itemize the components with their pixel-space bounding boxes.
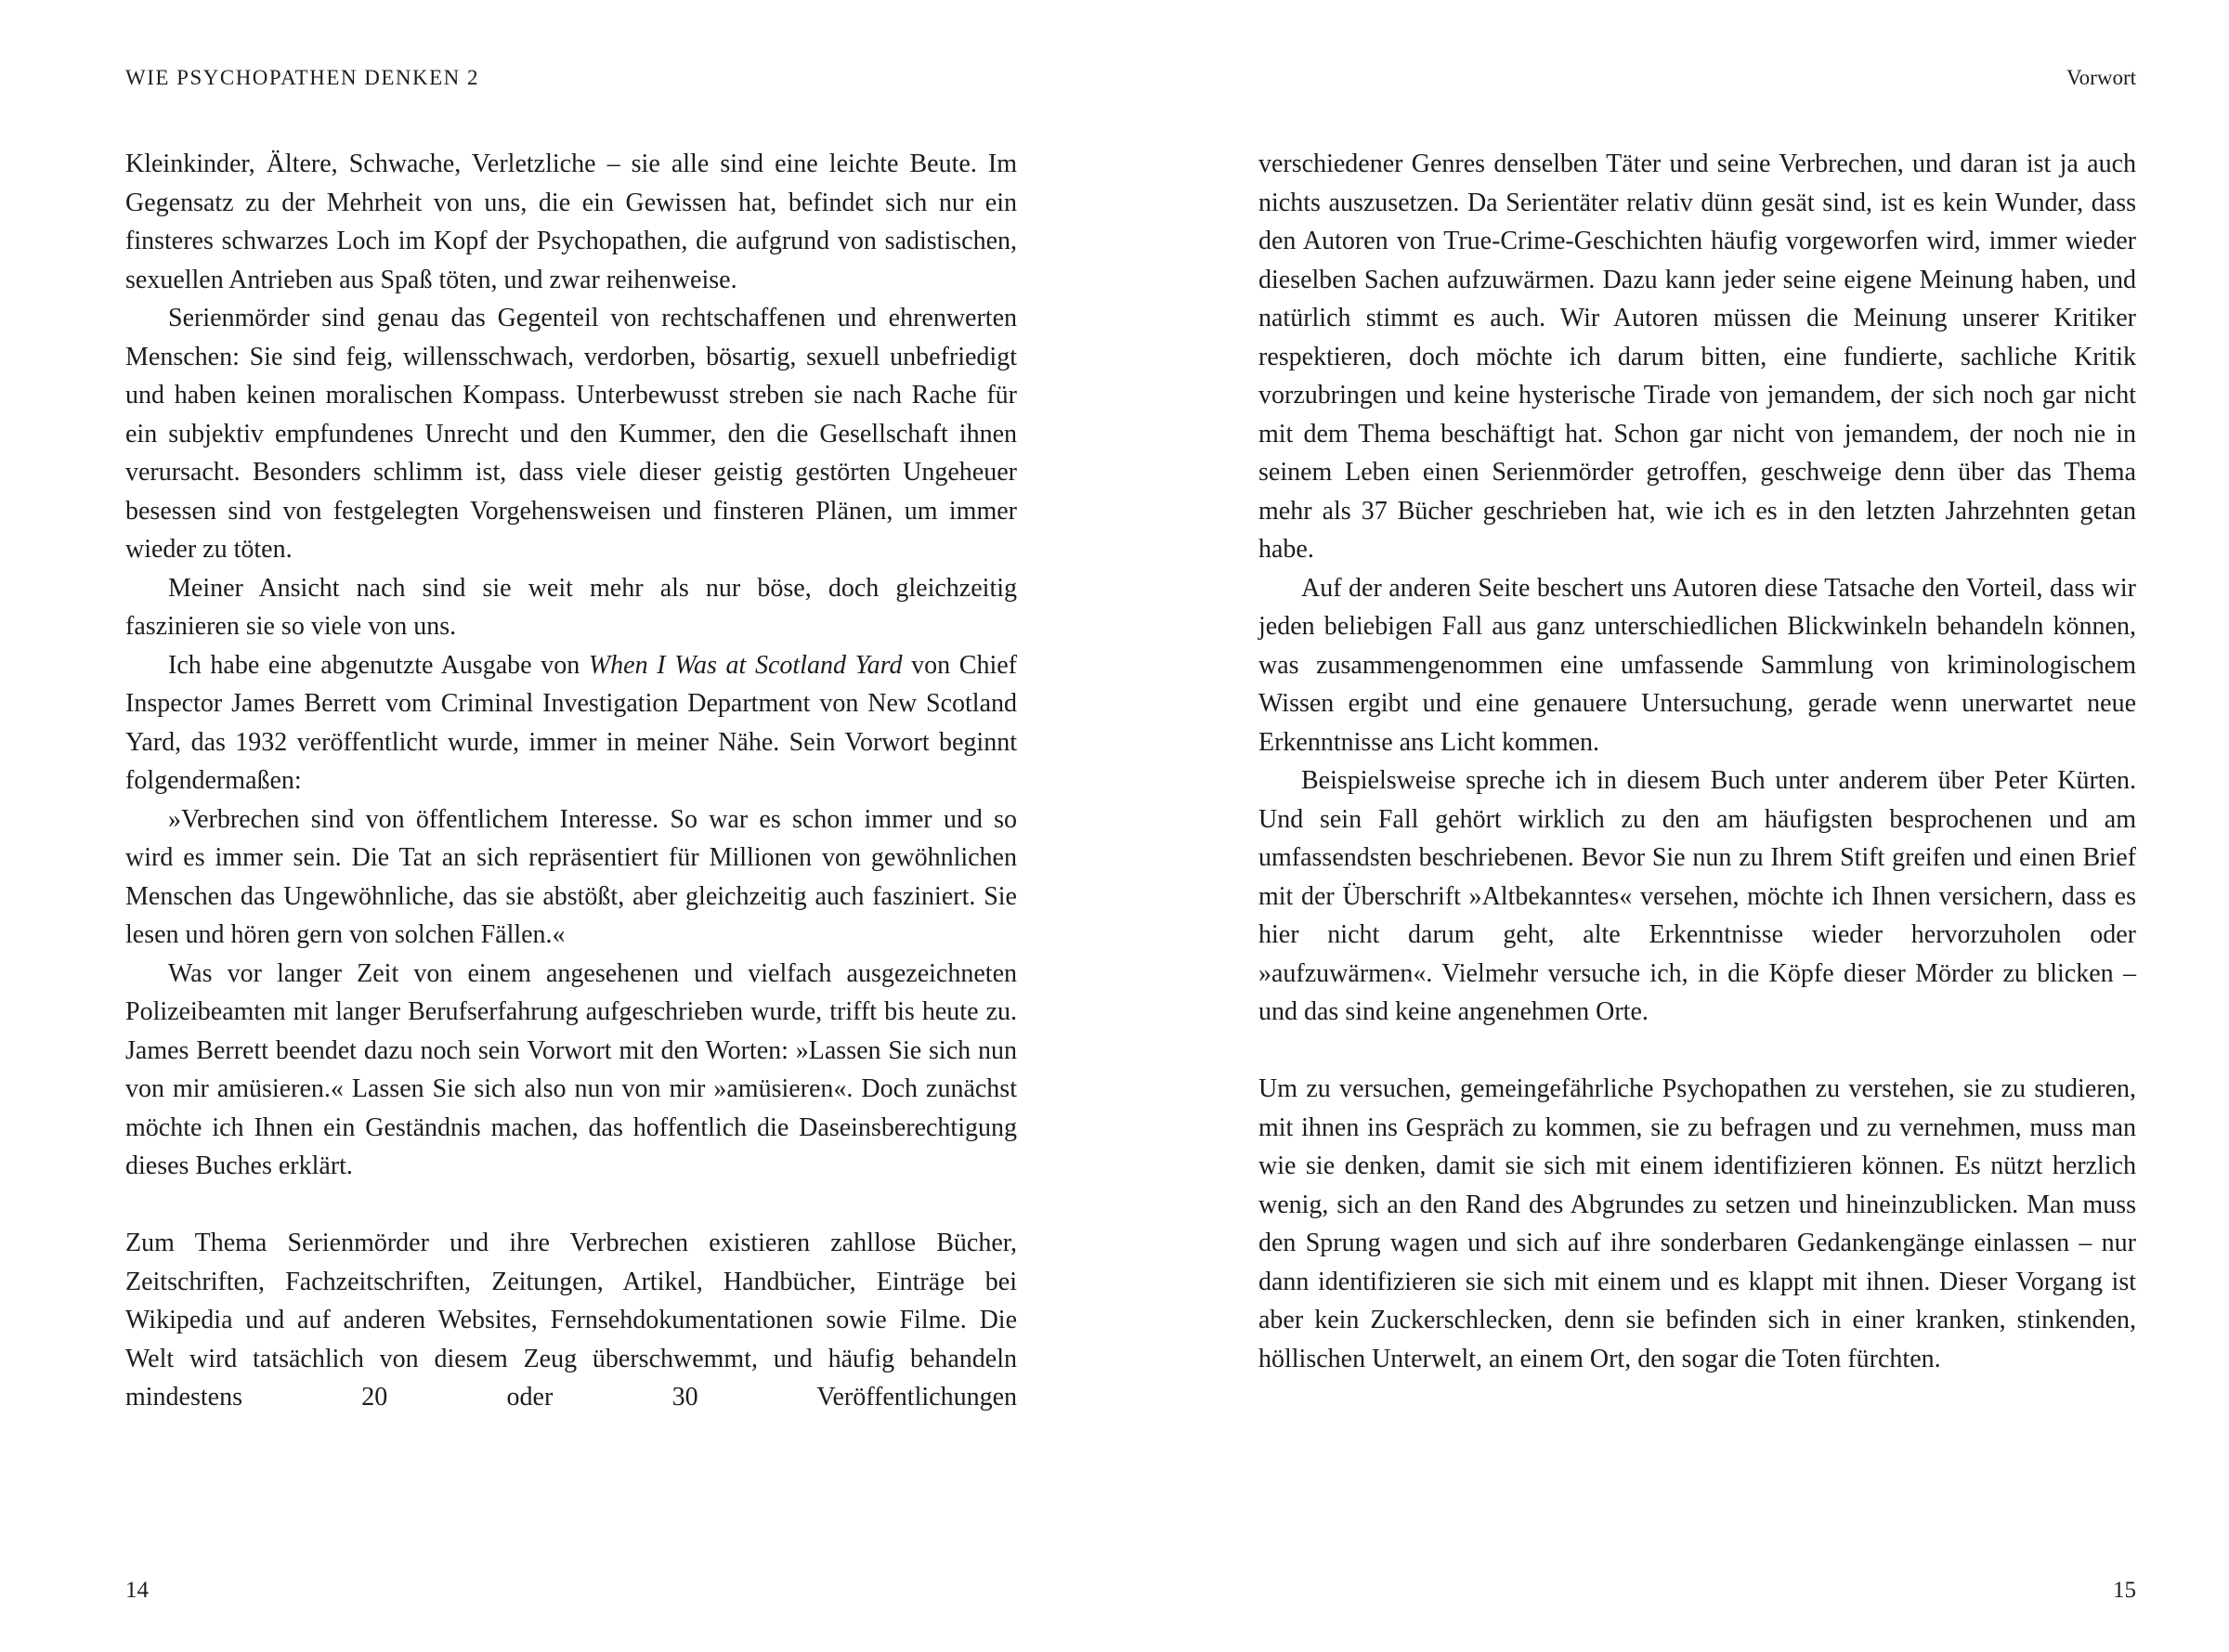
- paragraph: Meiner Ansicht nach sind sie weit mehr als nur böse, doch gleichzeitig faszinieren sie so viele von uns.: [125, 573, 1017, 641]
- body-text-left: [125, 145, 1017, 1417]
- paragraph: Was vor langer Zeit von einem angesehenen und vielfach ausgezeichneten Polizeibeamten mit langer Berufserfahrung aufgeschrieben wurde, trifft bis heute zu. James Berrett beendet dazu noch sein Vorwort mit den Worten: »Lassen Sie sich nun von mir amüsieren.« Lassen Sie sich also nun von mir »amüsieren«. Doch zunächst möchte ich Ihnen ein Geständnis machen, das hoffentlich die Daseinsberechtigung dieses Buches erklärt.: [125, 958, 1017, 1180]
- page-number-left: 14: [125, 1578, 149, 1603]
- page-left: [0, 0, 1114, 1652]
- running-header-right: Vorwort: [2066, 66, 2136, 89]
- paragraph: Um zu versuchen, gemeingefährliche Psychopathen zu verstehen, sie zu studieren, mit ihnen ins Gespräch zu kommen, sie zu befragen und zu vernehmen, muss man wie sie denken, damit sie sich mit einem identifizieren können. Es nützt herzlich wenig, sich an den Rand des Abgrundes zu setzen und hineinzublicken. Man muss den Sprung wagen und sich auf ihre sonderbaren Gedankengänge einlassen – nur dann identifizieren sie sich mit einem und es klappt mit ihnen. Dieser Vorgang ist aber kein Zuckerschlecken, denn sie befinden sich in einer kranken, stinkenden, höllischen Unterwelt, an einem Ort, den sogar die Toten fürchten.: [1258, 1074, 2136, 1373]
- paragraph: [125, 646, 1017, 800]
- paragraph: Auf der anderen Seite beschert uns Autoren diese Tatsache den Vorteil, dass wir jeden beliebigen Fall aus ganz unterschiedlichen Blickwinkeln behandeln können, was zusammengenommen eine umfassende Sammlung von kriminologischem Wissen ergibt und eine genauere Untersuchung, gerade wenn unerwartet neue Erkenntnisse ans Licht kommen.: [1258, 573, 2136, 757]
- paragraph: Kleinkinder, Ältere, Schwache, Verletzliche – sie alle sind eine leichte Beute. Im Gegensatz zu der Mehrheit von uns, die ein Gewissen hat, befindet sich nur ein finsteres schwarzes Loch im Kopf der Psychopathen, die aufgrund von sadistischen, sexuellen Antrieben aus Spaß töten, und zwar reihenweise.: [125, 150, 1017, 294]
- body-text-right: [1258, 145, 2136, 1378]
- paragraph-text: von Chief Inspector James Berrett vom Criminal Investigation Department von New Scotland Yard, das 1932 veröffentlicht wurde, immer in meiner Nähe. Sein Vorwort beginnt folgendermaßen:: [125, 650, 1017, 795]
- page-number-right: 15: [2113, 1578, 2136, 1603]
- paragraph-text: Ich habe eine abgenutzte Ausgabe von: [168, 650, 589, 680]
- paragraph-quote: »Verbrechen sind von öffentlichem Interesse. So war es schon immer und so wird es immer sein. Die Tat an sich repräsentiert für Millionen von gewöhnlichen Menschen das Ungewöhnliche, das sie abstößt, aber gleichzeitig auch fasziniert. Sie lesen und hören gern von solchen Fällen.«: [125, 804, 1017, 949]
- paragraph: Zum Thema Serienmörder und ihre Verbrechen existieren zahllose Bücher, Zeitschriften, Fachzeitschriften, Zeitungen, Artikel, Handbücher, Einträge bei Wikipedia und auf anderen Websites, Fernsehdokumentationen sowie Filme. Die Welt wird tatsächlich von diesem Zeug überschwemmt, und häufig behandeln mindestens 20 oder 30 Veröffentlichungen: [125, 1229, 1017, 1411]
- paragraph: Serienmörder sind genau das Gegenteil von rechtschaffenen und ehrenwerten Menschen: Sie sind feig, willensschwach, verdorben, bösartig, sexuell unbefriedigt und haben keinen moralischen Kompass. Unterbewusst streben sie nach Rache für ein subjektiv empfundenes Unrecht und den Kummer, den die Gesellschaft ihnen verursacht. Besonders schlimm ist, dass viele dieser geistig gestörten Ungeheuer besessen sind von festgelegten Vorgehensweisen und finsteren Plänen, um immer wieder zu töten.: [125, 304, 1017, 564]
- page-right: [1114, 0, 2229, 1652]
- book-title-italic: When I Was at Scotland Yard: [588, 650, 903, 680]
- paragraph: verschiedener Genres denselben Täter und seine Verbrechen, und daran ist ja auch nichts auszusetzen. Da Serientäter relativ dünn gesät sind, ist es kein Wunder, dass den Autoren von True-Crime-Geschichten häufig vorgeworfen wird, immer wieder dieselben Sachen aufzuwärmen. Dazu kann jeder seine eigene Meinung haben, und natürlich stimmt es auch. Wir Autoren müssen die Meinung unserer Kritiker respektieren, doch möchte ich darum bitten, eine fundierte, sachliche Kritik vorzubringen und keine hysterische Tirade von jemandem, der sich noch gar nicht mit dem Thema beschäftigt hat. Schon gar nicht von jemandem, der noch nie in seinem Leben einen Serienmörder getroffen, geschweige denn über das Thema mehr als 37 Bücher geschrieben hat, wie ich es in den letzten Jahrzehnten getan habe.: [1258, 150, 2136, 564]
- paragraph: Beispielsweise spreche ich in diesem Buch unter anderem über Peter Kürten. Und sein Fall gehört wirklich zu den am häufigsten besprochenen und am umfassendsten beschriebenen. Bevor Sie nun zu Ihrem Stift greifen und einen Brief mit der Überschrift »Altbekanntes« versehen, möchte ich Ihnen versichern, dass es hier nicht darum geht, alte Erkenntnisse wieder hervorzuholen oder »aufzuwärmen«. Vielmehr versuche ich, in die Köpfe dieser Mörder zu blicken – und das sind keine angenehmen Orte.: [1258, 766, 2136, 1026]
- running-header-left: WIE PSYCHOPATHEN DENKEN 2: [125, 66, 480, 89]
